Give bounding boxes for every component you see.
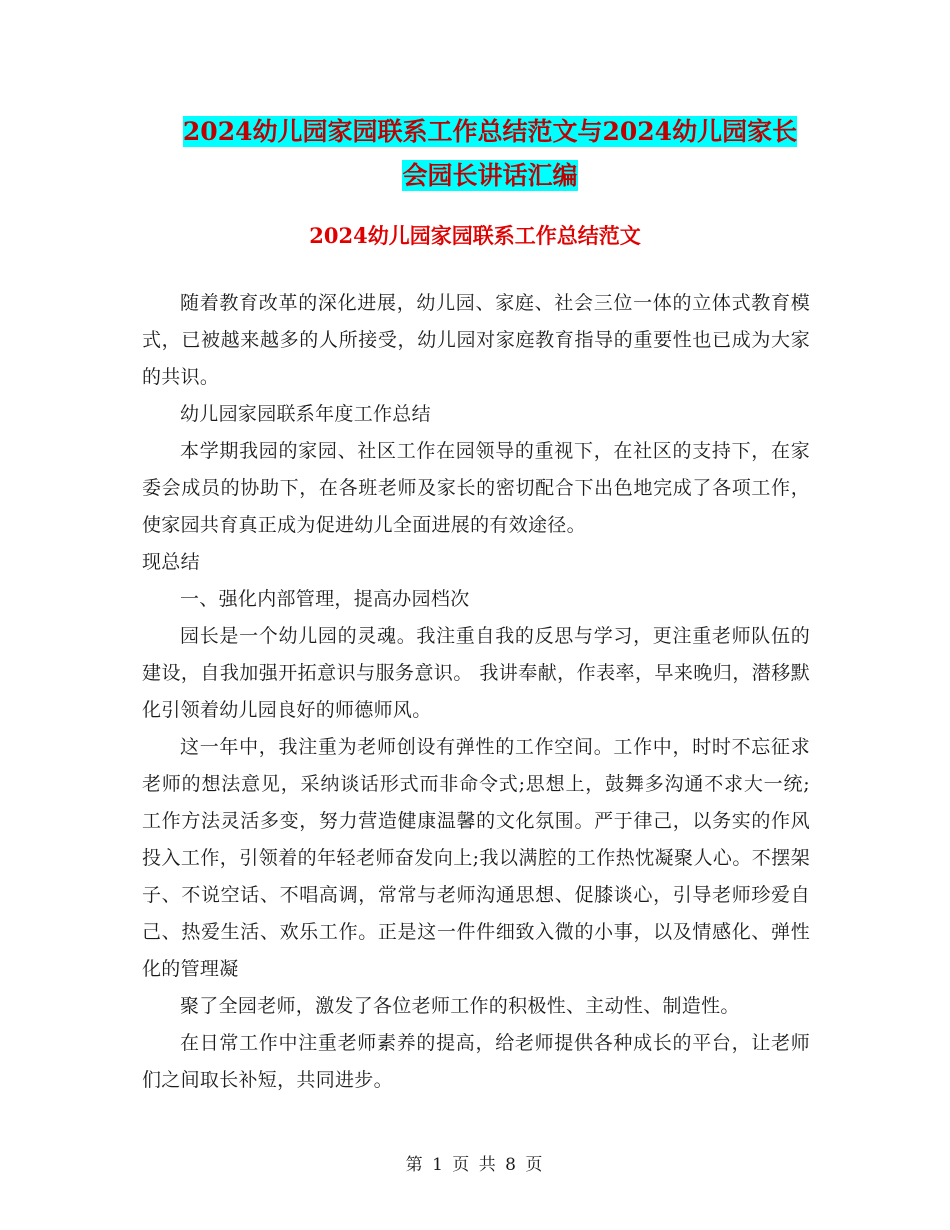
paragraph: 这一年中，我注重为老师创设有弹性的工作空间。工作中，时时不忘征求老师的想法意见，采纳谈话形式而非命令式;思想上，鼓舞多沟通不求大一统;工作方法灵活多变，努力营造健康温馨的文化氛围。严于律己，以务实的作风投入工作，引领着的年轻老师奋发向上;我以满腔的工作热忱凝聚人心。不摆架子、不说空话、不唱高调，常常与老师沟通思想、促膝谈心，引导老师珍爱自己、热爱生活、欢乐工作。正是这一件件细致入微的小事，以及情感化、弹性化的管理凝	[142, 736, 810, 980]
document-title	[140, 110, 840, 198]
paragraph: 随着教育改革的深化进展，幼儿园、家庭、社会三位一体的立体式教育模式，已被越来越多的人所接受，幼儿园对家庭教育指导的重要性也已成为大家的共识。	[142, 292, 810, 388]
section-title: 2024幼儿园家园联系工作总结范文	[309, 223, 641, 248]
paragraph: 在日常工作中注重老师素养的提高，给老师提供各种成长的平台，让老师们之间取长补短，共同进步。	[142, 1032, 810, 1091]
paragraph: 幼儿园家园联系年度工作总结	[180, 403, 431, 425]
paragraph: 聚了全园老师，激发了各位老师工作的积极性、主动性、制造性。	[180, 995, 740, 1017]
section-heading: 一、强化内部管理，提高办园档次	[180, 588, 470, 610]
paragraph: 园长是一个幼儿园的灵魂。我注重自我的反思与学习，更注重老师队伍的建设，自我加强开拓意识与服务意识。 我讲奉献，作表率，早来晚归，潜移默化引领着幼儿园良好的师德师风。	[142, 625, 810, 721]
document-body	[142, 285, 810, 1099]
page-footer: 第 1 页 共 8 页	[405, 1155, 545, 1175]
paragraph: 现总结	[142, 551, 200, 573]
paragraph: 本学期我园的家园、社区工作在园领导的重视下，在社区的支持下，在家委会成员的协助下，在各班老师及家长的密切配合下出色地完成了各项工作，使家园共育真正成为促进幼儿全面进展的有效途径。	[142, 440, 810, 536]
document-title-line1: 2024幼儿园家园联系工作总结范文与2024幼儿园家长	[182, 117, 798, 146]
document-title-line2: 会园长讲话汇编	[402, 161, 578, 190]
